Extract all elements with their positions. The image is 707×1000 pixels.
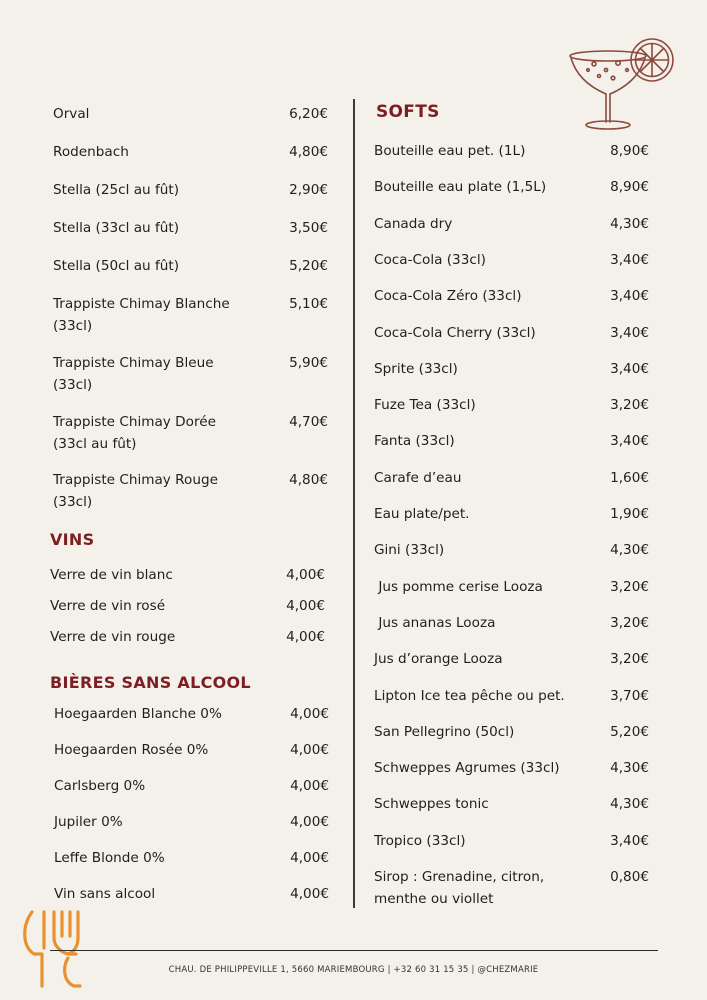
item-name: Hoegaarden Blanche 0% <box>54 706 222 722</box>
item-name: Sirop : Grenadine, citron, <box>374 869 545 885</box>
item-name: Stella (50cl au fût) <box>53 258 180 274</box>
item-price: 3,20€ <box>610 651 649 668</box>
item-price: 8,90€ <box>610 143 649 159</box>
item-name: Leffe Blonde 0% <box>54 850 165 866</box>
item-name-continued: (33cl) <box>53 318 93 334</box>
item-price: 1,90€ <box>610 506 649 522</box>
item-name-continued: (33cl au fût) <box>53 436 137 452</box>
item-price: 4,00€ <box>290 706 329 722</box>
item-price: 4,80€ <box>289 144 328 160</box>
item-name: Jus d’orange Looza <box>374 651 503 668</box>
item-price: 4,00€ <box>286 629 325 645</box>
item-name: Coca-Cola (33cl) <box>374 251 486 268</box>
item-name: Stella (33cl au fût) <box>53 220 180 236</box>
item-price: 4,00€ <box>290 886 329 902</box>
wines-heading: VINS <box>50 530 95 549</box>
item-price: 4,70€ <box>289 414 328 430</box>
item-name: Verre de vin rosé <box>50 598 166 614</box>
item-price: 5,20€ <box>289 258 328 274</box>
fork-spoon-icon <box>18 908 88 990</box>
item-name: Vin sans alcool <box>54 886 156 902</box>
item-name: Coca-Cola Cherry (33cl) <box>374 324 536 341</box>
item-price: 5,20€ <box>610 723 649 740</box>
item-price: 4,80€ <box>289 472 328 488</box>
item-price: 4,00€ <box>290 850 329 866</box>
item-name: Trappiste Chimay Rouge <box>53 472 218 488</box>
item-price: 4,00€ <box>290 742 329 758</box>
item-price: 3,40€ <box>610 288 649 305</box>
item-name: Trappiste Chimay Blanche <box>53 296 230 312</box>
item-price: 3,70€ <box>610 687 649 704</box>
item-name: Rodenbach <box>53 144 129 160</box>
item-name: Hoegaarden Rosée 0% <box>54 742 209 758</box>
item-name-continued: menthe ou viollet <box>374 891 494 907</box>
item-price: 0,80€ <box>610 869 649 885</box>
item-name: Schweppes tonic <box>374 796 489 813</box>
item-price: 4,30€ <box>610 215 649 232</box>
item-price: 4,00€ <box>286 567 325 583</box>
item-name: Jus ananas Looza <box>374 614 496 631</box>
footer-divider <box>50 950 658 951</box>
item-name: Sprite (33cl) <box>374 360 458 377</box>
item-name: Schweppes Agrumes (33cl) <box>374 760 560 777</box>
alcohol-free-heading: BIÈRES SANS ALCOOL <box>50 673 251 692</box>
item-name: Trappiste Chimay Dorée <box>53 414 216 430</box>
item-name: San Pellegrino (50cl) <box>374 723 515 740</box>
item-price: 3,40€ <box>610 360 649 377</box>
item-price: 5,10€ <box>289 296 328 312</box>
item-price: 8,90€ <box>610 179 649 196</box>
item-name: Tropico (33cl) <box>374 832 466 849</box>
footer-address: CHAU. DE PHILIPPEVILLE 1, 5660 MARIEMBOURG | +32 60 31 15 35 | @CHEZMARIE <box>168 965 539 975</box>
item-price: 4,00€ <box>290 778 329 794</box>
item-name: Verre de vin blanc <box>50 567 173 583</box>
item-name: Canada dry <box>374 215 453 232</box>
item-price: 1,60€ <box>610 469 649 486</box>
item-name: Jus pomme cerise Looza <box>374 578 543 595</box>
item-name: Bouteille eau plate (1,5L) <box>374 179 547 196</box>
item-name: Eau plate/pet. <box>374 506 470 522</box>
item-price: 4,30€ <box>610 796 649 813</box>
column-divider <box>353 99 355 908</box>
item-price: 4,30€ <box>610 760 649 777</box>
item-name: Fanta (33cl) <box>374 433 455 450</box>
item-name: Stella (25cl au fût) <box>53 182 180 198</box>
item-name: Coca-Cola Zéro (33cl) <box>374 288 522 305</box>
item-price: 3,40€ <box>610 324 649 341</box>
item-name-continued: (33cl) <box>53 494 93 510</box>
item-name: Carlsberg 0% <box>54 778 146 794</box>
item-price: 3,40€ <box>610 251 649 268</box>
item-price: 3,40€ <box>610 433 649 450</box>
item-price: 4,00€ <box>290 814 329 830</box>
item-name: Bouteille eau pet. (1L) <box>374 143 526 159</box>
item-price: 5,90€ <box>289 355 328 371</box>
softs-heading: SOFTS <box>376 102 440 122</box>
item-price: 3,20€ <box>610 397 649 414</box>
item-price: 6,20€ <box>289 106 328 122</box>
item-name: Fuze Tea (33cl) <box>374 397 476 414</box>
item-price: 3,20€ <box>610 578 649 595</box>
cocktail-glass-icon <box>566 34 678 132</box>
item-name: Verre de vin rouge <box>50 629 176 645</box>
item-price: 3,50€ <box>289 220 328 236</box>
item-name: Trappiste Chimay Bleue <box>53 355 214 371</box>
item-price: 4,00€ <box>286 598 325 614</box>
item-price: 3,20€ <box>610 614 649 631</box>
item-name-continued: (33cl) <box>53 377 93 393</box>
item-name: Carafe d’eau <box>374 469 462 486</box>
item-price: 4,30€ <box>610 542 649 559</box>
item-name: Jupiler 0% <box>54 814 123 830</box>
item-name: Orval <box>53 106 90 122</box>
item-price: 2,90€ <box>289 182 328 198</box>
item-name: Lipton Ice tea pêche ou pet. <box>374 687 565 704</box>
item-name: Gini (33cl) <box>374 542 445 559</box>
item-price: 3,40€ <box>610 832 649 849</box>
